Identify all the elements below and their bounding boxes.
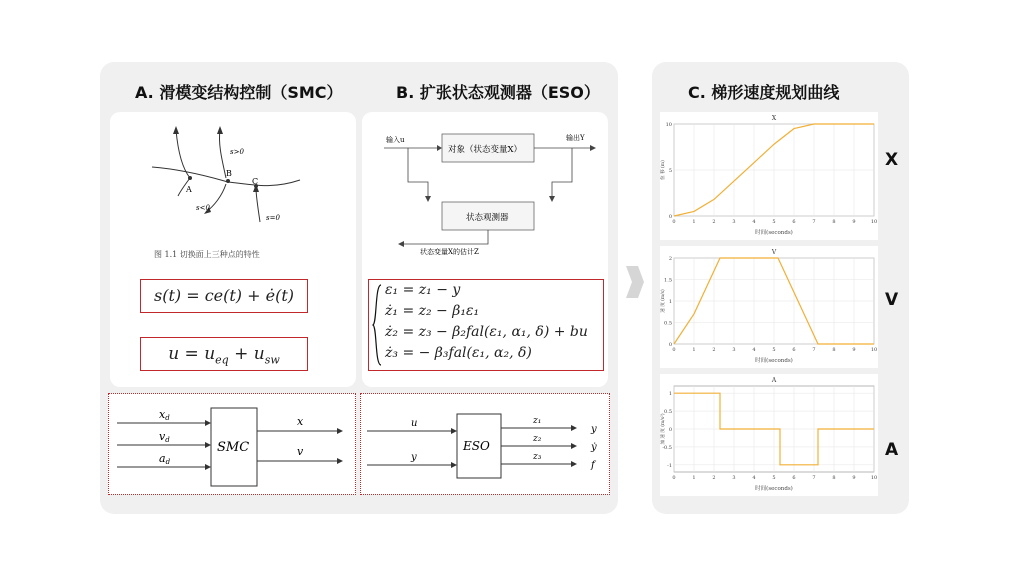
y-tick-label: 5 <box>668 168 672 174</box>
eso-output-z3: z₃ <box>533 452 542 462</box>
row-label-a: A <box>885 440 899 460</box>
eso-card <box>362 112 608 387</box>
smc-input-ad: ad <box>159 452 171 466</box>
output-y-label: 输出Y <box>566 134 585 142</box>
x-tick-label: 7 <box>812 219 816 225</box>
eso-eq-1: ε₁ = z₁ − y <box>385 282 461 298</box>
x-tick-label: 5 <box>772 219 776 225</box>
eso-block-diagram-box <box>360 393 610 495</box>
x-tick-label: 4 <box>752 347 756 353</box>
eso-block-diagram <box>362 112 608 262</box>
y-tick-label: 1 <box>668 391 672 398</box>
x-tick-label: 6 <box>792 347 796 353</box>
point-a-label: A <box>186 185 192 194</box>
chart-x-card <box>660 112 878 240</box>
row-label-x: X <box>885 150 899 170</box>
eso-eq-3: ż₂ = z₃ − β₂fal(ε₁, α₁, δ) + bu <box>385 324 588 340</box>
x-tick-label: 8 <box>832 219 836 225</box>
eso-result-f: f <box>591 460 595 471</box>
point-b-label: B <box>226 169 232 178</box>
x-tick-label: 5 <box>772 347 776 353</box>
chart-v-card <box>660 246 878 368</box>
y-tick-label: 0.5 <box>664 320 672 327</box>
smc-input-vd: vd <box>159 430 170 444</box>
x-tick-label: 10 <box>870 219 878 225</box>
x-tick-label: 10 <box>870 475 878 481</box>
figure-caption: 图 1.1 切换面上三种点的特性 <box>154 250 260 259</box>
smc-input-xd: xd <box>159 408 170 422</box>
chevron-right-icon <box>624 262 646 302</box>
x-tick-label: 0 <box>672 219 676 225</box>
eso-input-u: u <box>411 418 418 429</box>
x-tick-label: 8 <box>832 347 836 353</box>
x-tick-label: 9 <box>852 475 856 481</box>
y-tick-label: -1 <box>667 462 672 469</box>
observer-label: 状态观测器 <box>466 213 509 223</box>
x-axis-label: 时间(seconds) <box>755 358 793 364</box>
sliding-surface-equation: s(t) = ce(t) + ė(t) <box>153 286 294 305</box>
chart-title: X <box>771 115 777 122</box>
eso-output-z1: z₁ <box>533 416 542 426</box>
left-brace <box>371 283 383 367</box>
y-axis-label: 加 速 度 (m/s²) <box>661 413 666 445</box>
x-tick-label: 9 <box>852 219 856 225</box>
x-tick-label: 1 <box>692 475 696 481</box>
y-tick-label: 0 <box>668 427 672 433</box>
panel-a-title: A. 滑模变结构控制（SMC） <box>135 83 343 102</box>
y-tick-label: 0 <box>668 342 672 348</box>
x-tick-label: 6 <box>792 219 796 225</box>
x-tick-label: 1 <box>692 219 696 225</box>
smc-block-diagram-box <box>108 393 356 495</box>
eso-result-ydot: ẏ <box>591 442 597 453</box>
switching-surface-diagram <box>110 112 356 262</box>
control-law-equation-box <box>140 337 308 371</box>
eso-input-y: y <box>411 452 417 463</box>
x-tick-label: 9 <box>852 347 856 353</box>
x-axis-label: 时间(seconds) <box>755 230 793 236</box>
smc-output-x: x <box>297 415 304 428</box>
acceleration-chart <box>660 374 878 496</box>
eso-io-diagram <box>361 394 609 494</box>
x-tick-label: 5 <box>772 475 776 481</box>
x-tick-label: 10 <box>870 347 878 353</box>
panel-c-title: C. 梯形速度规划曲线 <box>688 83 840 102</box>
x-axis-label: 时间(seconds) <box>755 486 793 492</box>
point-c-label: C <box>252 177 259 186</box>
velocity-chart <box>660 246 878 368</box>
position-chart <box>660 112 878 240</box>
plant-label: 对象（状态变量X） <box>448 145 523 155</box>
eso-output-z2: z₂ <box>533 434 542 444</box>
y-axis-label: 位 移 (m) <box>661 160 666 180</box>
control-law-equation: $u = u_{eq} + u_{sw}$ <box>168 344 280 367</box>
x-tick-label: 1 <box>692 347 696 353</box>
x-tick-label: 8 <box>832 475 836 481</box>
x-tick-label: 0 <box>672 475 676 481</box>
s-positive-label: s>0 <box>230 148 244 156</box>
chart-title: A <box>771 377 777 384</box>
x-tick-label: 0 <box>672 347 676 353</box>
smc-block-diagram <box>109 394 355 494</box>
y-axis-label: 速 度 (m/s) <box>661 289 666 313</box>
y-tick-label: 0.5 <box>664 409 672 416</box>
eso-equations-box <box>368 279 604 371</box>
row-label-v: V <box>885 290 899 310</box>
x-tick-label: 3 <box>732 347 736 353</box>
panel-b-title: B. 扩张状态观测器（ESO） <box>396 83 600 102</box>
input-u-label: 输入u <box>386 136 405 144</box>
x-tick-label: 3 <box>732 475 736 481</box>
x-tick-label: 7 <box>812 475 816 481</box>
estimate-label: 状态变量X的估计Z <box>420 248 479 256</box>
y-tick-label: 2 <box>668 256 672 262</box>
chart-a-card <box>660 374 878 496</box>
x-tick-label: 4 <box>752 219 756 225</box>
x-tick-label: 2 <box>712 347 716 353</box>
s-negative-label: s<0 <box>196 204 210 212</box>
x-tick-label: 6 <box>792 475 796 481</box>
x-tick-label: 4 <box>752 475 756 481</box>
smc-block-label: SMC <box>217 440 250 455</box>
y-tick-label: 1.5 <box>664 277 672 284</box>
y-tick-label: 0 <box>668 214 672 220</box>
eso-block-label: ESO <box>463 439 490 453</box>
y-tick-label: 1 <box>668 299 672 305</box>
x-tick-label: 2 <box>712 475 716 481</box>
x-tick-label: 7 <box>812 347 816 353</box>
chart-title: V <box>771 249 777 256</box>
x-tick-label: 2 <box>712 219 716 225</box>
eso-eq-2: ż₁ = z₂ − β₁ε₁ <box>385 303 480 319</box>
eso-eq-4: ż₃ = − β₃fal(ε₁, α₂, δ) <box>385 345 532 361</box>
eso-result-y: y <box>591 424 597 435</box>
sliding-surface-equation-box <box>140 279 308 313</box>
y-tick-label: -0.5 <box>662 444 672 451</box>
smc-card <box>110 112 356 387</box>
s-zero-label: s=0 <box>266 214 280 222</box>
x-tick-label: 3 <box>732 219 736 225</box>
smc-output-v: v <box>297 445 304 458</box>
y-tick-label: 10 <box>665 122 672 128</box>
